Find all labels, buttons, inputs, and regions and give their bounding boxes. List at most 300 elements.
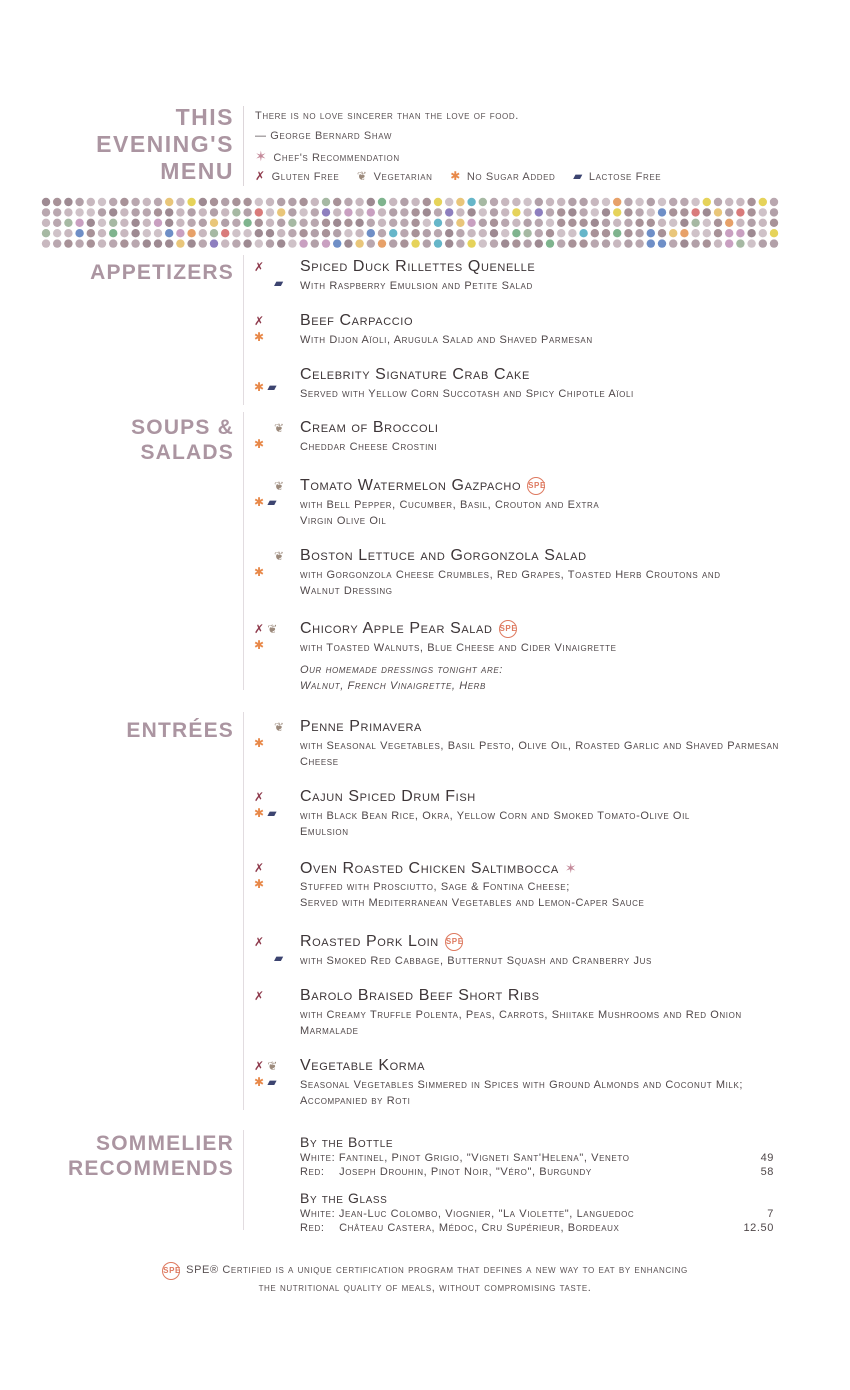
decorative-dot bbox=[725, 208, 733, 216]
decorative-dot bbox=[579, 208, 587, 216]
lactose-free-icon: ▰ bbox=[573, 169, 583, 183]
decorative-dot bbox=[635, 208, 643, 216]
item-icons bbox=[254, 548, 294, 580]
decorative-dot bbox=[165, 219, 173, 227]
decorative-dot bbox=[691, 239, 699, 247]
decorative-dot bbox=[299, 239, 307, 247]
decorative-dot bbox=[568, 229, 576, 237]
decorative-dot bbox=[523, 219, 531, 227]
item-icons bbox=[254, 379, 294, 395]
gluten-free-icon: ✗ bbox=[254, 861, 265, 875]
decorative-dot bbox=[759, 239, 767, 247]
gluten-free-label: Gluten Free bbox=[271, 171, 340, 183]
item-description: with Creamy Truffle Polenta, Peas, Carrots, Shiitake Mushrooms and Red Onion Marmalade bbox=[300, 1009, 742, 1037]
vegetarian-icon: ❦ bbox=[274, 720, 285, 734]
decorative-dot bbox=[109, 229, 117, 237]
decorative-dot bbox=[311, 219, 319, 227]
wine-row bbox=[300, 1165, 780, 1179]
wine-price: 49 bbox=[760, 1152, 774, 1164]
menu-title bbox=[96, 104, 234, 185]
section-title-soups-salads bbox=[131, 415, 234, 465]
decorative-dot bbox=[434, 229, 442, 237]
decorative-dot bbox=[501, 219, 509, 227]
decorative-dot bbox=[400, 219, 408, 227]
decorative-dot bbox=[266, 198, 274, 206]
decorative-dot bbox=[378, 198, 386, 206]
decorative-dot bbox=[759, 229, 767, 237]
title-line: SOUPS & bbox=[131, 416, 234, 439]
item-icons bbox=[254, 789, 294, 821]
decorative-dot bbox=[42, 198, 50, 206]
decorative-dot bbox=[703, 208, 711, 216]
decorative-dot bbox=[288, 219, 296, 227]
decorative-dot bbox=[344, 219, 352, 227]
decorative-dot bbox=[255, 208, 263, 216]
decorative-dot bbox=[770, 239, 778, 247]
decorative-dot bbox=[691, 198, 699, 206]
decorative-dot bbox=[232, 208, 240, 216]
decorative-dot bbox=[389, 239, 397, 247]
decorative-dot bbox=[255, 229, 263, 237]
decorative-dot bbox=[434, 208, 442, 216]
decorative-dot bbox=[747, 239, 755, 247]
decorative-dot bbox=[423, 219, 431, 227]
decorative-dot bbox=[479, 219, 487, 227]
item-name-text: Chicory Apple Pear Salad bbox=[300, 620, 493, 637]
decorative-dot bbox=[131, 198, 139, 206]
decorative-dot bbox=[109, 198, 117, 206]
no-sugar-icon: ✱ bbox=[254, 877, 265, 891]
decorative-dot bbox=[647, 239, 655, 247]
decorative-dot bbox=[411, 219, 419, 227]
item-description-line: Stuffed with Prosciutto, Sage & Fontina Cheese; bbox=[300, 881, 570, 893]
decorative-dot bbox=[221, 208, 229, 216]
decorative-dot bbox=[109, 208, 117, 216]
item-name: Cajun Spiced Drum Fish bbox=[300, 788, 476, 805]
decorative-dot bbox=[210, 229, 218, 237]
decorative-dot bbox=[568, 219, 576, 227]
item-name bbox=[300, 858, 577, 879]
item-description: With Dijon Aïoli, Arugula Salad and Shaved Parmesan bbox=[300, 334, 593, 346]
decorative-dot bbox=[747, 208, 755, 216]
decorative-dot bbox=[389, 198, 397, 206]
decorative-dot bbox=[658, 229, 666, 237]
decorative-dot bbox=[591, 239, 599, 247]
decorative-dot bbox=[367, 229, 375, 237]
section-divider bbox=[243, 1130, 244, 1230]
decorative-dot bbox=[199, 229, 207, 237]
decorative-dot bbox=[714, 229, 722, 237]
decorative-dot bbox=[210, 198, 218, 206]
decorative-dot bbox=[355, 208, 363, 216]
decorative-dot bbox=[277, 229, 285, 237]
decorative-dot bbox=[344, 239, 352, 247]
spe-certified-icon: SPE bbox=[445, 933, 463, 951]
no-sugar-label: No Sugar Added bbox=[466, 171, 556, 183]
decorative-dot bbox=[635, 198, 643, 206]
decorative-dot bbox=[311, 229, 319, 237]
decorative-dot bbox=[255, 219, 263, 227]
decorative-dot bbox=[434, 219, 442, 227]
wine-group-title: By the Glass bbox=[300, 1190, 388, 1206]
no-sugar-icon: ✱ bbox=[254, 736, 265, 750]
item-name-text: Tomato Watermelon Gazpacho bbox=[300, 477, 522, 494]
decorative-dot bbox=[434, 239, 442, 247]
decorative-dot bbox=[322, 239, 330, 247]
no-sugar-icon: ✱ bbox=[254, 495, 265, 509]
decorative-dot bbox=[680, 198, 688, 206]
item-description: Served with Yellow Corn Succotash and Spicy Chipotle Aïoli bbox=[300, 388, 634, 400]
vegetarian-icon: ❦ bbox=[267, 622, 278, 636]
decorative-dot bbox=[423, 229, 431, 237]
quote-author: — George Bernard Shaw bbox=[255, 130, 393, 142]
vegetarian-icon: ❦ bbox=[267, 1059, 278, 1073]
decorative-dot bbox=[120, 198, 128, 206]
header-info bbox=[255, 106, 675, 186]
decorative-dot bbox=[613, 219, 621, 227]
decorative-dot bbox=[759, 219, 767, 227]
decorative-dot bbox=[501, 239, 509, 247]
no-sugar-icon: ✱ bbox=[254, 638, 265, 652]
decorative-dot bbox=[714, 239, 722, 247]
decorative-dot bbox=[131, 208, 139, 216]
decorative-dot bbox=[445, 229, 453, 237]
footer-line bbox=[0, 1262, 850, 1280]
gluten-free-icon: ✗ bbox=[254, 989, 265, 1003]
chef-recommendation-legend bbox=[255, 146, 675, 166]
decorative-dot bbox=[635, 219, 643, 227]
decorative-dot bbox=[53, 219, 61, 227]
decorative-dot bbox=[725, 198, 733, 206]
item-icons bbox=[254, 860, 294, 892]
decorative-dot bbox=[591, 208, 599, 216]
decorative-dot bbox=[658, 219, 666, 227]
decorative-dot bbox=[210, 208, 218, 216]
dietary-legend bbox=[255, 166, 675, 186]
decorative-dot bbox=[42, 229, 50, 237]
decorative-dot bbox=[53, 239, 61, 247]
decorative-dot bbox=[199, 208, 207, 216]
decorative-dot bbox=[266, 219, 274, 227]
decorative-dot bbox=[445, 198, 453, 206]
no-sugar-icon: ✱ bbox=[254, 1075, 265, 1089]
decorative-dot bbox=[535, 208, 543, 216]
decorative-dot bbox=[109, 239, 117, 247]
decorative-dot bbox=[367, 219, 375, 227]
decorative-dot bbox=[658, 198, 666, 206]
decorative-dot bbox=[490, 219, 498, 227]
footer-line: the nutritional quality of meals, without compromising taste. bbox=[258, 1282, 592, 1294]
item-name: Penne Primavera bbox=[300, 718, 422, 735]
decorative-dot bbox=[523, 208, 531, 216]
decorative-dot bbox=[703, 219, 711, 227]
lactose-free-icon: ▰ bbox=[267, 495, 277, 509]
decorative-dot bbox=[467, 229, 475, 237]
decorative-dot bbox=[512, 208, 520, 216]
decorative-dot bbox=[355, 219, 363, 227]
decorative-dot bbox=[523, 198, 531, 206]
decorative-dot bbox=[232, 239, 240, 247]
decorative-dot bbox=[591, 219, 599, 227]
decorative-dot bbox=[243, 219, 251, 227]
decorative-dot bbox=[299, 208, 307, 216]
decorative-dot bbox=[602, 219, 610, 227]
decorative-dot bbox=[176, 208, 184, 216]
decorative-dot bbox=[311, 208, 319, 216]
decorative-dot bbox=[423, 239, 431, 247]
decorative-dot bbox=[255, 198, 263, 206]
decorative-dot bbox=[64, 229, 72, 237]
chef-star-icon: ✶ bbox=[255, 148, 268, 164]
lactose-free-icon: ▰ bbox=[274, 951, 284, 965]
item-description: with Gorgonzola Cheese Crumbles, Red Grapes, Toasted Herb Croutons and Walnut Dressing bbox=[300, 569, 721, 597]
item-description: with Bell Pepper, Cucumber, Basil, Crouton and Extra Virgin Olive Oil bbox=[300, 499, 600, 527]
item-name: Barolo Braised Beef Short Ribs bbox=[300, 987, 540, 1004]
decorative-dots-band bbox=[40, 197, 788, 249]
decorative-dot bbox=[658, 239, 666, 247]
decorative-dot bbox=[232, 229, 240, 237]
decorative-dot bbox=[333, 208, 341, 216]
decorative-dot bbox=[445, 208, 453, 216]
decorative-dot bbox=[635, 239, 643, 247]
section-divider bbox=[243, 255, 244, 405]
wine-row bbox=[300, 1207, 780, 1221]
lactose-free-label: Lactose Free bbox=[588, 171, 662, 183]
decorative-dot bbox=[479, 198, 487, 206]
decorative-dot bbox=[131, 239, 139, 247]
decorative-dot bbox=[187, 198, 195, 206]
decorative-dot bbox=[64, 198, 72, 206]
item-name bbox=[300, 476, 545, 496]
decorative-dot bbox=[613, 239, 621, 247]
decorative-dot bbox=[647, 229, 655, 237]
decorative-dot bbox=[165, 198, 173, 206]
decorative-dot bbox=[400, 239, 408, 247]
decorative-dot bbox=[322, 208, 330, 216]
decorative-dot bbox=[736, 229, 744, 237]
decorative-dot bbox=[277, 239, 285, 247]
wine-group-title: By the Bottle bbox=[300, 1134, 394, 1150]
decorative-dot bbox=[736, 219, 744, 227]
decorative-dot bbox=[523, 229, 531, 237]
decorative-dot bbox=[624, 229, 632, 237]
decorative-dot bbox=[411, 208, 419, 216]
decorative-dot bbox=[221, 219, 229, 227]
decorative-dot bbox=[154, 219, 162, 227]
section-title-sommelier bbox=[68, 1131, 234, 1181]
decorative-dot bbox=[445, 239, 453, 247]
decorative-dot bbox=[120, 229, 128, 237]
wine-name: White: Jean-Luc Colombo, Viognier, "La Violette", Languedoc bbox=[300, 1208, 635, 1220]
decorative-dot bbox=[714, 219, 722, 227]
decorative-dot bbox=[221, 239, 229, 247]
decorative-dot bbox=[367, 239, 375, 247]
chef-recommendation-icon: ✶ bbox=[564, 860, 578, 876]
decorative-dot bbox=[288, 208, 296, 216]
decorative-dot bbox=[176, 239, 184, 247]
decorative-dot bbox=[591, 198, 599, 206]
no-sugar-icon: ✱ bbox=[254, 380, 265, 394]
decorative-dot bbox=[378, 239, 386, 247]
decorative-dot bbox=[490, 229, 498, 237]
decorative-dot bbox=[669, 208, 677, 216]
decorative-dot bbox=[98, 229, 106, 237]
gluten-free-icon: ✗ bbox=[255, 169, 266, 183]
decorative-dot bbox=[490, 208, 498, 216]
decorative-dot bbox=[602, 239, 610, 247]
decorative-dot bbox=[367, 208, 375, 216]
item-name bbox=[300, 619, 517, 639]
decorative-dot bbox=[602, 229, 610, 237]
decorative-dot bbox=[176, 219, 184, 227]
decorative-dot bbox=[613, 198, 621, 206]
decorative-dot bbox=[680, 208, 688, 216]
decorative-dot bbox=[154, 239, 162, 247]
decorative-dot bbox=[624, 198, 632, 206]
decorative-dot bbox=[501, 198, 509, 206]
decorative-dot bbox=[535, 219, 543, 227]
wine-name: White: Fantinel, Pinot Grigio, "Vigneti Sant'Helena", Veneto bbox=[300, 1152, 630, 1164]
decorative-dot bbox=[333, 239, 341, 247]
decorative-dot bbox=[400, 208, 408, 216]
decorative-dot bbox=[568, 239, 576, 247]
decorative-dot bbox=[557, 219, 565, 227]
decorative-dot bbox=[64, 219, 72, 227]
decorative-dot bbox=[143, 219, 151, 227]
decorative-dot bbox=[187, 208, 195, 216]
item-name: Spiced Duck Rillettes Quenelle bbox=[300, 258, 536, 275]
decorative-dot bbox=[277, 198, 285, 206]
decorative-dot bbox=[759, 198, 767, 206]
no-sugar-icon: ✱ bbox=[254, 437, 265, 451]
decorative-dot bbox=[311, 239, 319, 247]
decorative-dot bbox=[344, 198, 352, 206]
decorative-dot bbox=[277, 219, 285, 227]
decorative-dot bbox=[546, 219, 554, 227]
title-line: EVENING'S bbox=[96, 131, 234, 157]
no-sugar-icon: ✱ bbox=[450, 169, 461, 183]
decorative-dot bbox=[456, 198, 464, 206]
decorative-dot bbox=[165, 208, 173, 216]
decorative-dot bbox=[87, 229, 95, 237]
spe-certified-icon: SPE bbox=[499, 620, 517, 638]
item-name-text: Roasted Pork Loin bbox=[300, 933, 439, 950]
decorative-dot bbox=[445, 219, 453, 227]
decorative-dot bbox=[624, 208, 632, 216]
decorative-dot bbox=[143, 229, 151, 237]
gluten-free-icon: ✗ bbox=[254, 790, 265, 804]
item-name: Vegetable Korma bbox=[300, 1057, 426, 1074]
decorative-dot bbox=[747, 198, 755, 206]
decorative-dot bbox=[232, 219, 240, 227]
decorative-dot bbox=[456, 239, 464, 247]
decorative-dot bbox=[131, 219, 139, 227]
item-description: With Raspberry Emulsion and Petite Salad bbox=[300, 280, 533, 292]
item-description bbox=[300, 640, 800, 694]
decorative-dot bbox=[120, 208, 128, 216]
decorative-dot bbox=[557, 239, 565, 247]
decorative-dot bbox=[411, 239, 419, 247]
decorative-dot bbox=[355, 229, 363, 237]
decorative-dot bbox=[703, 239, 711, 247]
decorative-dot bbox=[333, 229, 341, 237]
item-icons bbox=[254, 988, 294, 1004]
decorative-dot bbox=[512, 229, 520, 237]
decorative-dot bbox=[512, 198, 520, 206]
decorative-dot bbox=[747, 229, 755, 237]
spe-footer-note bbox=[0, 1262, 850, 1296]
decorative-dot bbox=[423, 198, 431, 206]
decorative-dot bbox=[288, 198, 296, 206]
decorative-dot bbox=[154, 229, 162, 237]
decorative-dot bbox=[691, 229, 699, 237]
header-divider bbox=[243, 106, 244, 186]
decorative-dot bbox=[299, 219, 307, 227]
decorative-dot bbox=[759, 208, 767, 216]
decorative-dot bbox=[42, 208, 50, 216]
decorative-dot bbox=[512, 239, 520, 247]
decorative-dot bbox=[98, 198, 106, 206]
section-divider bbox=[243, 712, 244, 1110]
section-divider bbox=[243, 412, 244, 690]
decorative-dot bbox=[154, 198, 162, 206]
item-description: with Black Bean Rice, Okra, Yellow Corn and Smoked Tomato-Olive Oil Emulsion bbox=[300, 810, 690, 838]
decorative-dot bbox=[647, 198, 655, 206]
footer-text: SPE® Certified is a unique certification program that defines a new way to eat by enhancing bbox=[186, 1264, 688, 1276]
decorative-dot bbox=[411, 229, 419, 237]
decorative-dot bbox=[479, 239, 487, 247]
item-description-line: Served with Mediterranean Vegetables and Lemon-Caper Sauce bbox=[300, 897, 645, 909]
quote: There is no love sincerer than the love of food. bbox=[255, 110, 519, 122]
decorative-dot bbox=[355, 239, 363, 247]
decorative-dot bbox=[714, 208, 722, 216]
no-sugar-icon: ✱ bbox=[254, 565, 265, 579]
decorative-dot bbox=[467, 239, 475, 247]
decorative-dot bbox=[703, 229, 711, 237]
lactose-free-icon: ▰ bbox=[274, 276, 284, 290]
decorative-dot bbox=[568, 198, 576, 206]
decorative-dot bbox=[456, 208, 464, 216]
decorative-dot bbox=[210, 239, 218, 247]
lactose-free-icon: ▰ bbox=[267, 806, 277, 820]
decorative-dot bbox=[187, 219, 195, 227]
decorative-dot bbox=[333, 198, 341, 206]
decorative-dot bbox=[165, 229, 173, 237]
decorative-dot bbox=[199, 198, 207, 206]
item-name: Celebrity Signature Crab Cake bbox=[300, 366, 530, 383]
decorative-dot bbox=[714, 198, 722, 206]
decorative-dot bbox=[736, 239, 744, 247]
decorative-dot bbox=[266, 239, 274, 247]
vegetarian-label: Vegetarian bbox=[373, 171, 433, 183]
item-icons bbox=[254, 478, 294, 510]
decorative-dot bbox=[255, 239, 263, 247]
item-icons bbox=[254, 420, 294, 452]
item-name: Beef Carpaccio bbox=[300, 312, 414, 329]
decorative-dot bbox=[557, 229, 565, 237]
decorative-dot bbox=[75, 229, 83, 237]
no-sugar-icon: ✱ bbox=[254, 330, 265, 344]
item-icons bbox=[254, 621, 294, 653]
item-icons bbox=[254, 719, 294, 751]
decorative-dot bbox=[367, 198, 375, 206]
section-title-appetizers: APPETIZERS bbox=[90, 261, 234, 284]
decorative-dot bbox=[199, 219, 207, 227]
vegetarian-icon: ❦ bbox=[274, 479, 285, 493]
decorative-dot bbox=[400, 229, 408, 237]
decorative-dot bbox=[311, 198, 319, 206]
decorative-dot bbox=[87, 198, 95, 206]
